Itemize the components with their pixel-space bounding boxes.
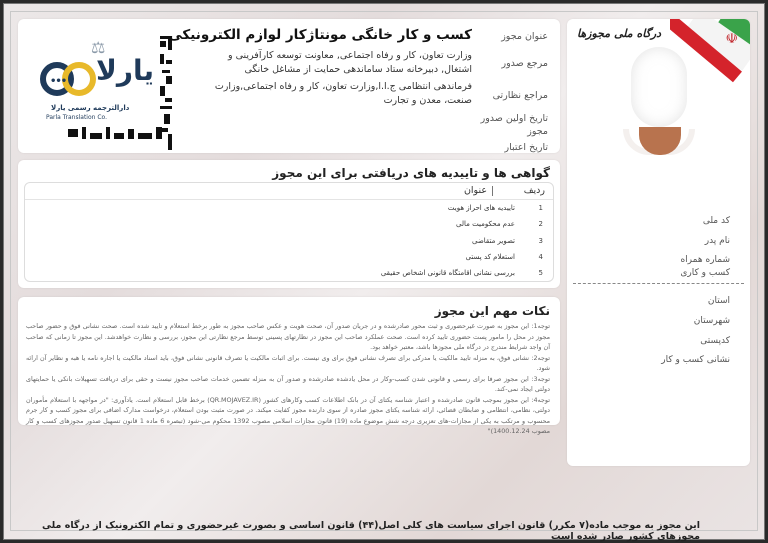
- logo-ring-gold: [62, 62, 96, 96]
- business-mobile-label: کسب و کاری: [680, 268, 730, 278]
- province-label: استان: [707, 296, 730, 306]
- supervisors-label: مراجع نظارتی: [492, 90, 548, 101]
- scale-icon: ⚖: [91, 38, 106, 57]
- issuer-label: مرجع صدور: [501, 58, 548, 69]
- license-title: کسب و کار خانگی مونتاژکار لوازم الکترونیکی: [168, 27, 472, 43]
- brand-subtitle: دارالترجمه رسمی یارلا: [51, 104, 130, 112]
- license-info-card: [18, 19, 560, 153]
- notes-title: نکات مهم این مجوز: [434, 304, 550, 318]
- qr-code-bottom-strip: [68, 127, 172, 139]
- legal-footer: این مجوز به موجب ماده(۷ مکرر) قانون اجرای سیاست های کلی اصل(۴۴) قانون اساسی و بصورت غیرحضوری و تمام الکترونیک از درگاه ملی مجوزهای کشور صادر شده است: [42, 520, 700, 542]
- first-issue-date-label-line2: مجوز: [527, 126, 548, 137]
- chat-dots-icon: •••: [50, 76, 67, 87]
- column-header-title: عنوان: [463, 185, 487, 196]
- certificates-table: [24, 182, 554, 282]
- divider: [573, 283, 744, 284]
- table-row: [25, 234, 553, 250]
- row-number: 2: [538, 220, 543, 228]
- avatar: [617, 47, 701, 157]
- table-header: [25, 183, 553, 200]
- column-separator: [492, 186, 493, 196]
- row-title: عدم محکومیت مالی: [456, 220, 515, 228]
- mobile-label: شماره همراه: [680, 255, 730, 265]
- note-2: توجه2: نشانی فوق، به منزله تایید مالکیت یا مدرکی برای تصرف نشانی فوق برای وی نیست. برای اثبات مالکیت یا تصرف قانونی نشانی فوق، باید اسناد مالکیت یا اجاره نامه یا هبه و نظایر آن ارائه شود.: [26, 353, 550, 372]
- row-number: 3: [538, 237, 543, 245]
- row-title: تصویر متقاضی: [472, 237, 515, 245]
- city-label: شهرستان: [693, 316, 730, 326]
- certificates-card: [18, 160, 560, 288]
- brand-english: Parla Translation Co.: [46, 114, 108, 121]
- portal-logo: درگاه ملی مجوزها: [577, 27, 662, 40]
- validity-date-label: تاریخ اعتبار: [504, 142, 548, 153]
- note-3: توجه3: این مجوز صرفا برای رسمی و قانونی شدن کسب-وکار در محل یادشده صادرشده و صدور آن به منزله تضمین خدمات صاحب مجوز نیست و حقی برای دریافت تسهیلات بانکی یا حمایتهای دولتی ایجاد نمی-کند.: [26, 374, 550, 393]
- postal-code-label: کدپستی: [700, 336, 730, 346]
- row-title: استعلام کد پستی: [465, 253, 515, 261]
- issuer-value: وزارت تعاون، کار و رفاه اجتماعی, معاونت توسعه کارآفرینی و اشتغال, دبیرخانه ستاد ساماندهی حمایت از مشاغل خانگی: [228, 50, 472, 75]
- license-document: [3, 3, 765, 540]
- business-address-label: نشانی کسب و کار: [661, 355, 730, 365]
- brand-name: یارلا: [96, 54, 154, 87]
- profile-card: [567, 19, 750, 466]
- certificates-title: گواهی ها و تاییدیه های دریافتی برای این مجوز: [272, 166, 550, 180]
- row-number: 4: [538, 253, 543, 261]
- table-row: [25, 250, 553, 266]
- table-row: [25, 266, 553, 282]
- note-4: توجه4: این مجوز بموجب قانون صادرشده و اعتبار شناسه یکتای آن در بانک اطلاعات کسب وکارهای کشور (QR.MOJAVEZ.IR) برخط قابل استعلام است. یادآوری: "در مواجهه با استعلام مأموران دولتی، نظامی، انتظامی و ضابطان قضائی، ارائه شناسه یکتای مجوز صادره از سوی دارنده مجوز کفایت میکند. در صورت مثبت بودن استعلام، درخواست مدارک اضافی برای مجوز کسب و کار جرم محسوب و مرتکب به یکی از مجازات-های تعزیری درجه شش موضوع ماده (19) قانون مجازات اسلامی مصوب 1392 محکوم می-شود (تبصره 6 ماده 1 قانون تسهیل صدور مجوزهای کسب و کار مصوب 1400.12.24)": [26, 395, 551, 435]
- column-header-row-number: ردیف: [523, 185, 545, 196]
- table-row: [25, 201, 553, 217]
- license-title-label: عنوان مجوز: [501, 31, 548, 42]
- row-title: تاییدیه های احراز هویت: [447, 204, 515, 212]
- notes-body: [26, 321, 550, 437]
- row-number: 1: [538, 204, 543, 212]
- supervisors-value: فرماندهی انتظامی ج.ا.ا,وزارت تعاون، کار و رفاه اجتماعی,وزارت صنعت، معدن و تجارت: [214, 81, 472, 106]
- table-row: [25, 217, 553, 233]
- first-issue-date-label: [478, 112, 548, 138]
- father-name-label: نام پدر: [704, 236, 730, 246]
- national-code-label: کد ملی: [702, 216, 730, 226]
- translation-company-stamp: [26, 24, 166, 146]
- row-title: بررسی نشانی اقامتگاه قانونی اشخاص حقیقی: [380, 269, 515, 277]
- first-issue-date-label-line1: تاریخ اولین صدور: [480, 113, 548, 124]
- row-number: 5: [538, 269, 543, 277]
- note-1: توجه1: این مجوز به صورت غیرحضوری و ثبت محور صادرشده و در جریان صدور آن، صحت هویت و عکس صاحب مجوز به طور برخط استعلام و تایید شده است. صحت نشانی فوق و حضور صاحب مجوز در محل را مامور پست حضوری تایید کرده است. صحت عملکرد صاحب این مجوز در نظارتهای پسینی توسط مرجع نظارتی این مجوز، بررسی و نظارت خواهدشد. این مجوز تا زمانی که صاحب آن واجد شرایط مندرج در درگاه ملی مجوزها باشد، معتبر خواهد بود.: [26, 322, 550, 351]
- emblem-icon: ☫: [725, 31, 738, 47]
- notes-card: [18, 297, 560, 435]
